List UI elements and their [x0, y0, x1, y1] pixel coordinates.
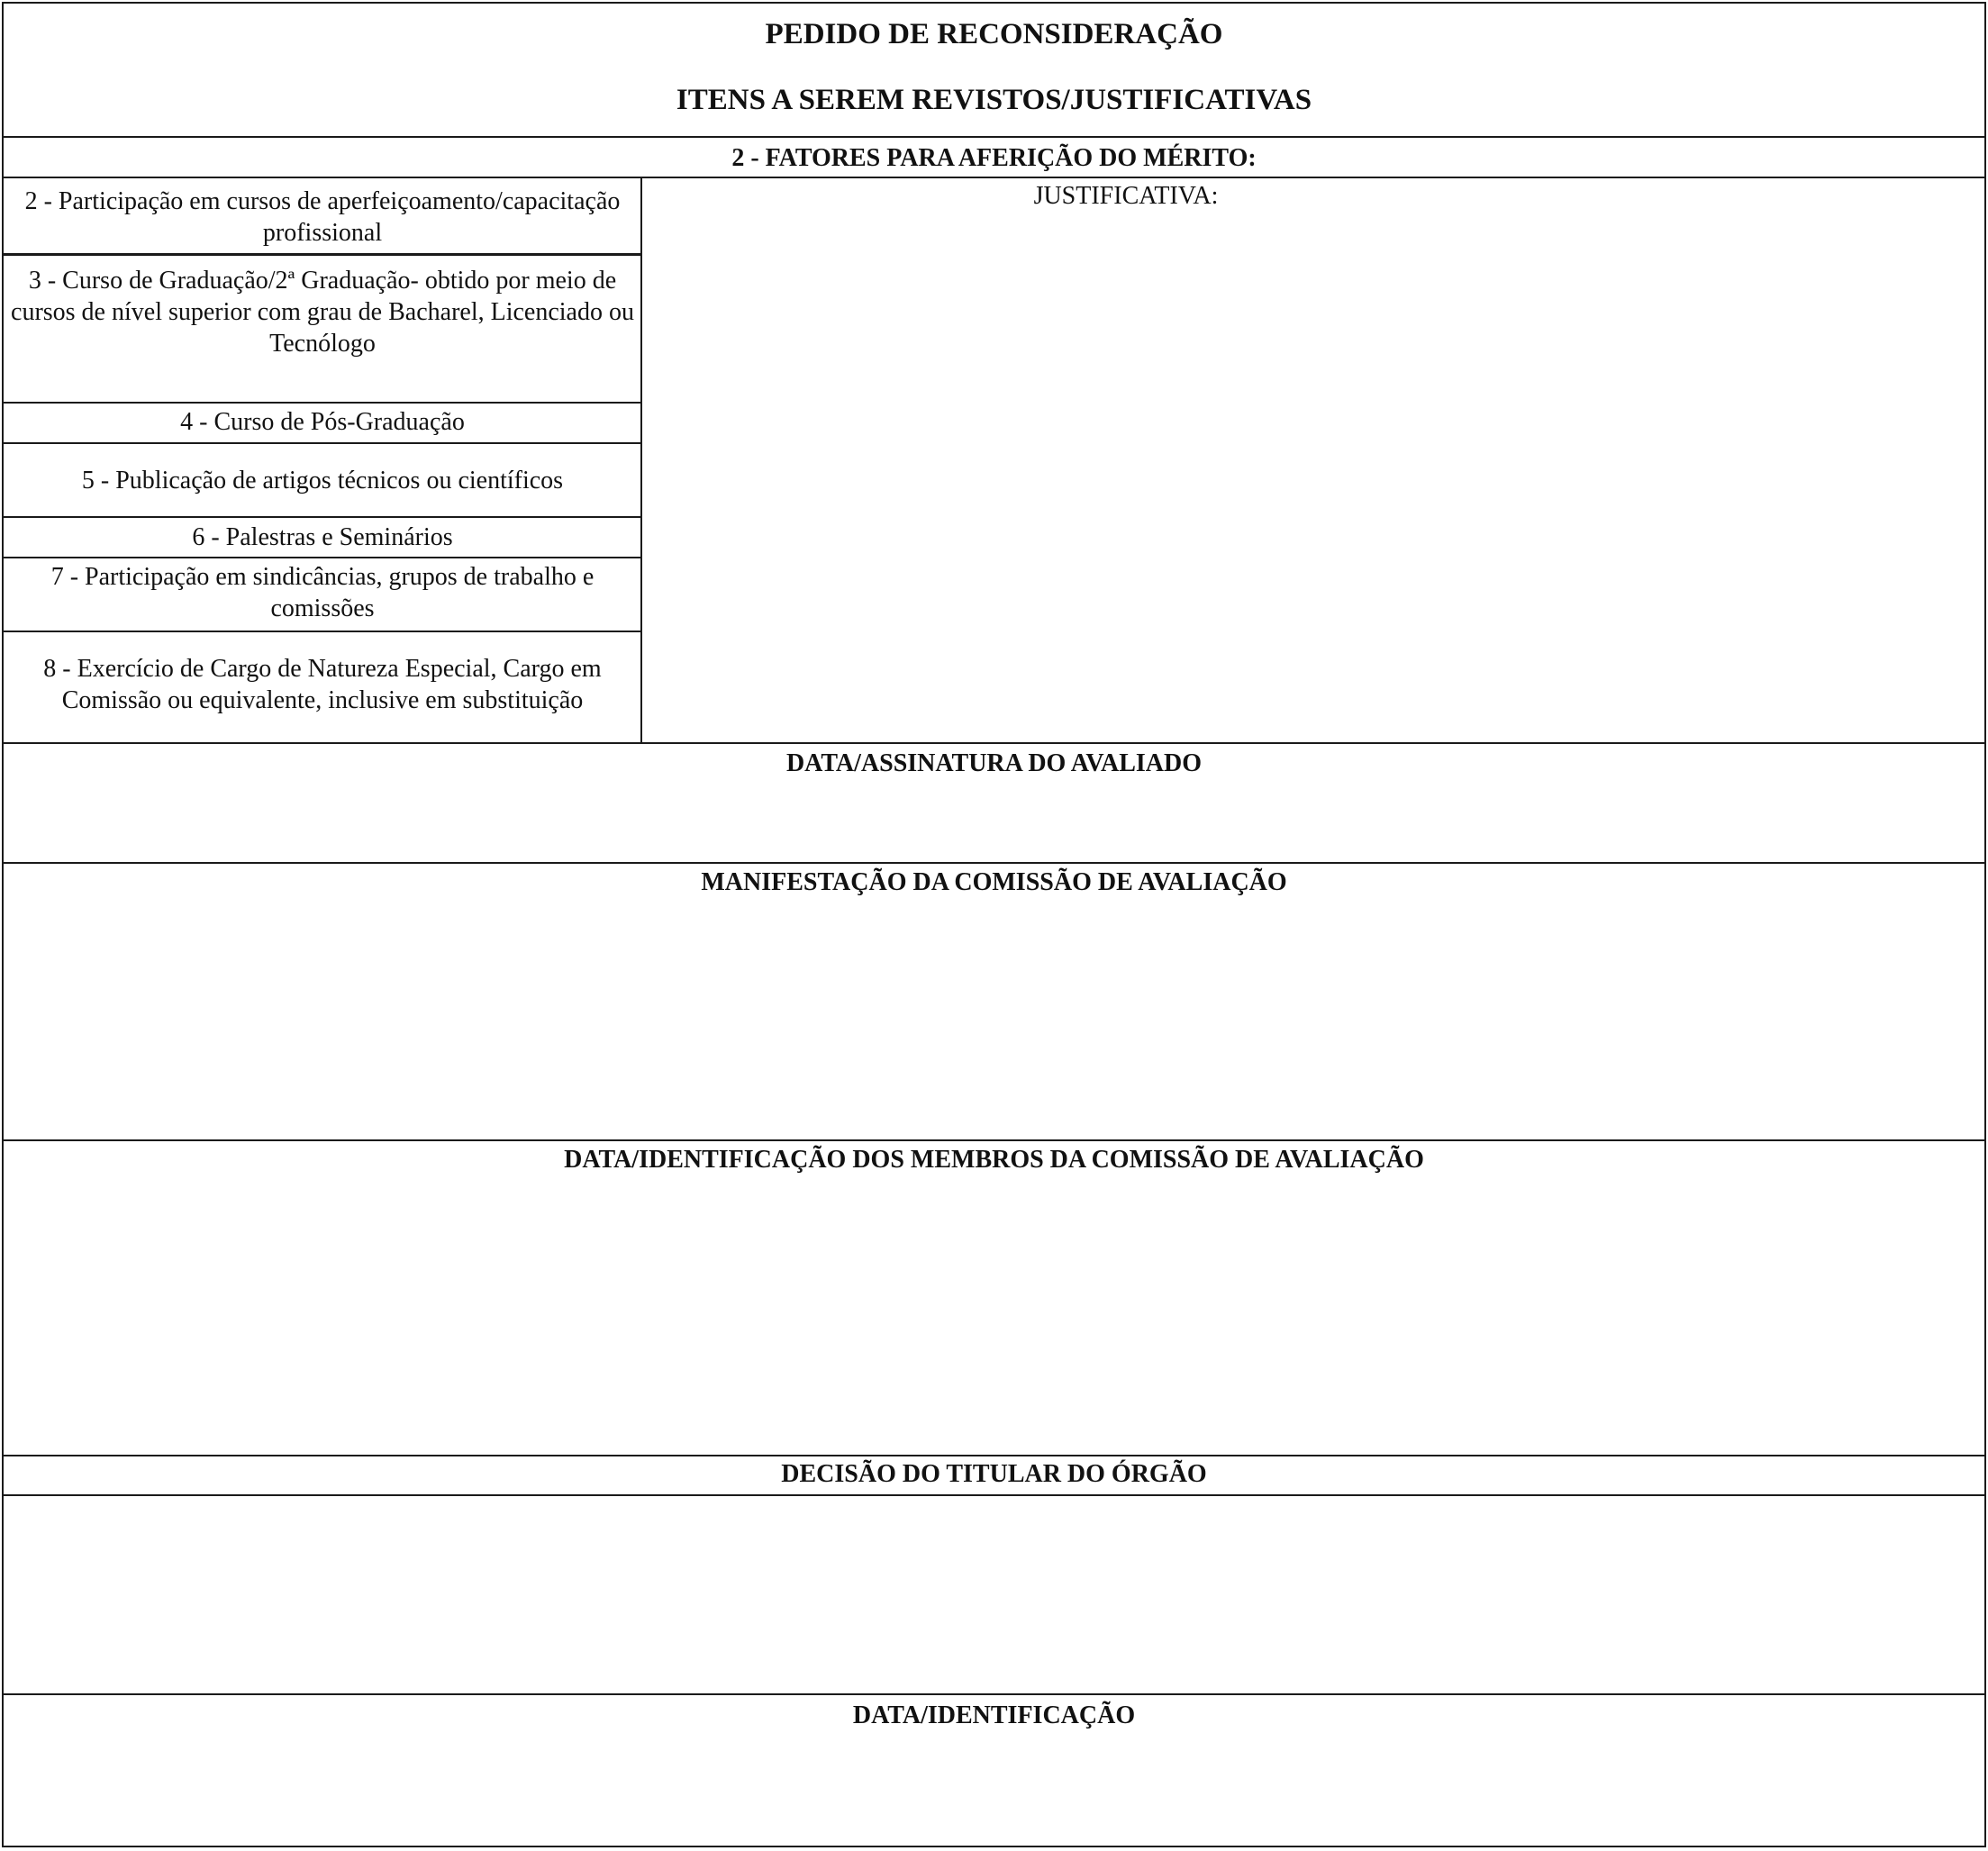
- divider: [4, 1455, 1984, 1456]
- list-item: 3 - Curso de Graduação/2ª Graduação- obtido por meio de cursos de nível superior com grau de Bacharel, Licenciado ou Tecnólogo: [11, 267, 634, 358]
- evaluated-signature-label: DATA/ASSINATURA DO AVALIADO: [785, 749, 1203, 777]
- list-item: 6 - Palestras e Seminários: [192, 523, 453, 551]
- divider: [4, 1139, 1984, 1141]
- list-item: 5 - Publicação de artigos técnicos ou científicos: [81, 467, 564, 495]
- decision-field[interactable]: [4, 1497, 1984, 1692]
- evaluated-signature-field[interactable]: [4, 785, 1984, 859]
- divider: [4, 136, 1984, 138]
- reconsideration-form: [2, 2, 1986, 1847]
- list-item: 4 - Curso de Pós-Graduação: [180, 408, 465, 436]
- divider: [4, 1494, 1984, 1496]
- final-identification-field[interactable]: [4, 1738, 1984, 1844]
- divider: [4, 557, 641, 558]
- divider: [4, 402, 641, 404]
- commission-statement-label: MANIFESTAÇÃO DA COMISSÃO DE AVALIAÇÃO: [701, 868, 1287, 896]
- decision-label: DECISÃO DO TITULAR DO ÓRGÃO: [781, 1460, 1207, 1488]
- section-title: 2 - FATORES PARA AFERIÇÃO DO MÉRITO:: [731, 144, 1257, 172]
- divider: [4, 253, 641, 256]
- commission-members-label: DATA/IDENTIFICAÇÃO DOS MEMBROS DA COMISSÃO DE AVALIAÇÃO: [564, 1146, 1424, 1174]
- final-identification-label: DATA/IDENTIFICAÇÃO: [852, 1701, 1136, 1729]
- list-item: 8 - Exercício de Cargo de Natureza Especial, Cargo em Comissão ou equivalente, inclusive em substituição: [43, 655, 602, 714]
- justification-area[interactable]: [643, 220, 1984, 740]
- divider: [4, 442, 641, 444]
- divider: [4, 177, 1984, 178]
- divider: [4, 862, 1984, 864]
- form-subtitle: ITENS A SEREM REVISTOS/JUSTIFICATIVAS: [676, 84, 1312, 116]
- list-item: 2 - Participação em cursos de aperfeiçoamento/capacitação profissional: [24, 187, 621, 247]
- form-title: PEDIDO DE RECONSIDERAÇÃO: [765, 18, 1223, 50]
- divider: [4, 742, 1984, 744]
- divider: [4, 1693, 1984, 1695]
- justification-label: JUSTIFICATIVA:: [1033, 182, 1219, 210]
- list-item: 7 - Participação em sindicâncias, grupos de trabalho e comissões: [50, 563, 595, 622]
- divider: [4, 516, 641, 518]
- commission-statement-field[interactable]: [4, 904, 1984, 1137]
- commission-members-field[interactable]: [4, 1182, 1984, 1452]
- divider: [4, 631, 641, 632]
